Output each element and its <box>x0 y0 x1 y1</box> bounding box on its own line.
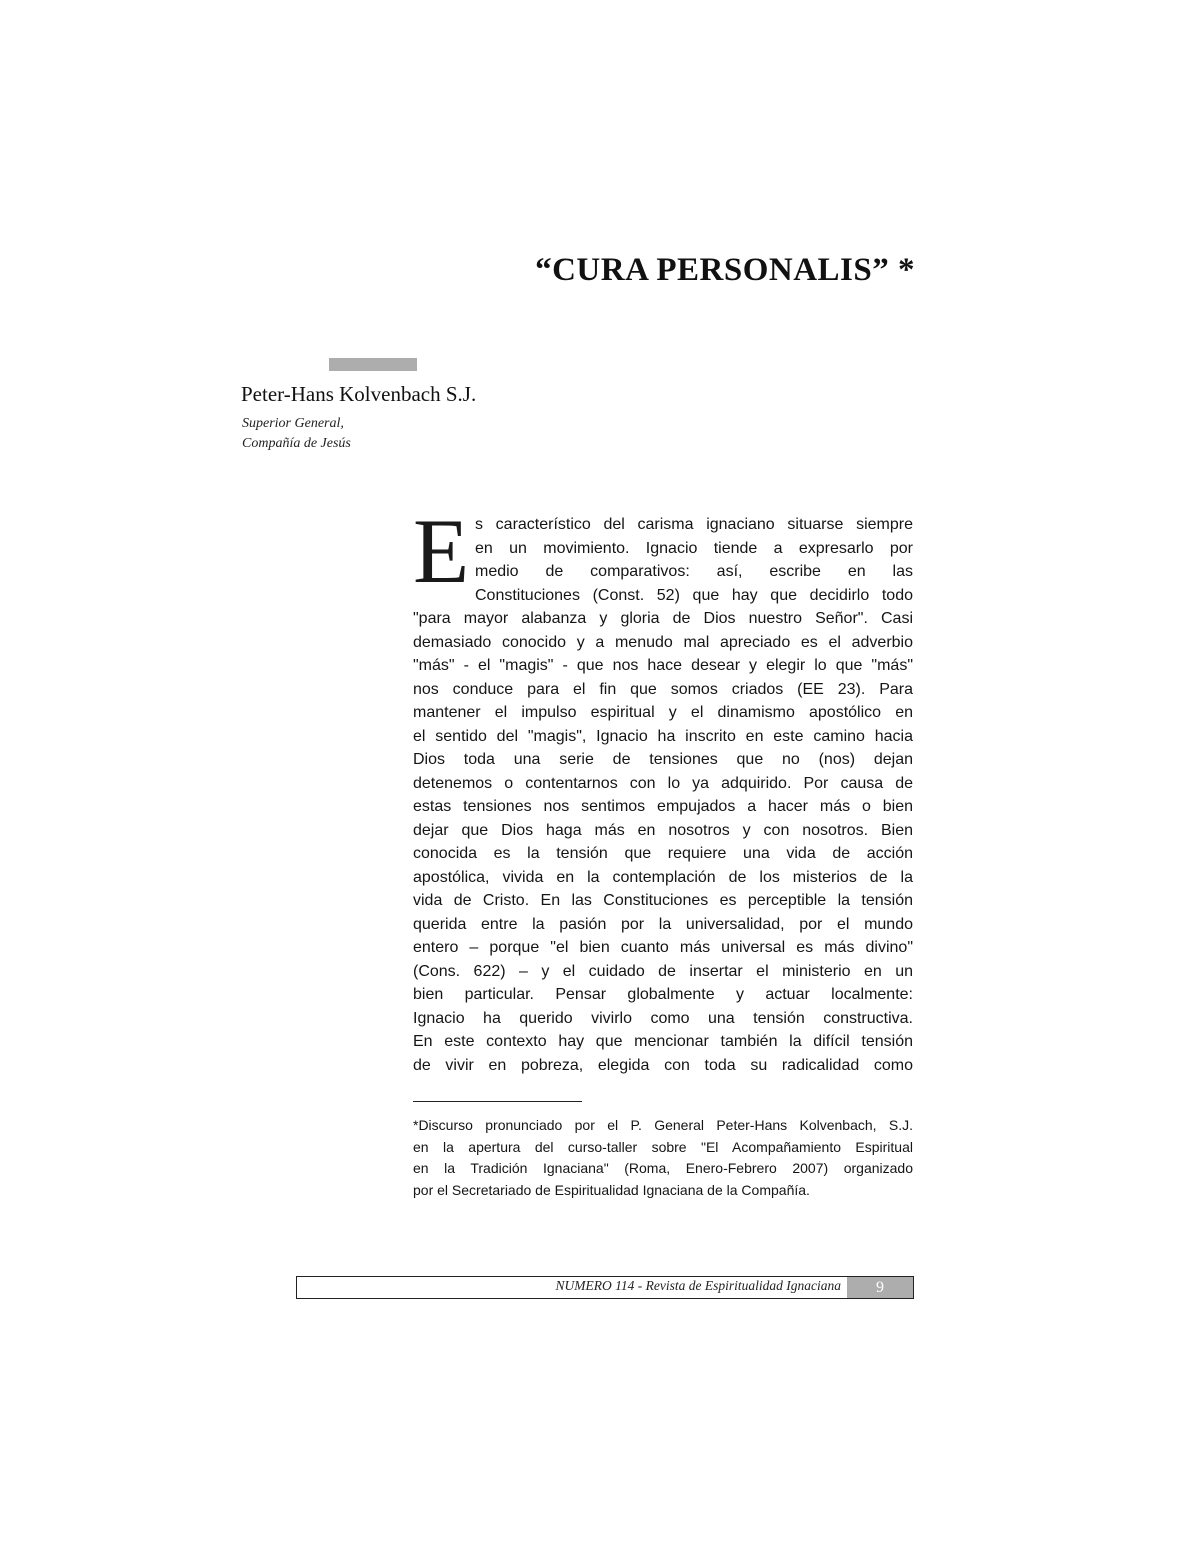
footnote-divider <box>413 1101 582 1102</box>
body-line: dejar que Dios haga más en nosotros y con nosotros. Bien <box>413 822 913 839</box>
body-line: "para mayor alabanza y gloria de Dios nuestro Señor". Casi <box>413 610 913 627</box>
decorative-bar <box>329 358 417 371</box>
body-line: Constituciones (Const. 52) que hay que decidirlo todo <box>475 587 913 604</box>
body-line: nos conduce para el fin que somos criados (EE 23). Para <box>413 681 913 698</box>
author-name: Peter-Hans Kolvenbach S.J. <box>241 382 477 406</box>
page-footer <box>296 1276 914 1299</box>
drop-cap: E <box>413 500 470 602</box>
journal-title: NUMERO 114 - Revista de Espiritualidad Ignaciana <box>555 1278 841 1293</box>
body-line: apostólica, vivida en la contemplación de los misterios de la <box>413 869 913 886</box>
page-number: 9 <box>847 1277 913 1298</box>
body-line: detenemos o contentarnos con lo ya adquirido. Por causa de <box>413 775 913 792</box>
body-line: conocida es la tensión que requiere una vida de acción <box>413 845 913 862</box>
body-line: mantener el impulso espiritual y el dinamismo apostólico en <box>413 704 913 721</box>
footnote-line: por el Secretariado de Espiritualidad Ignaciana de la Compañía. <box>413 1182 810 1198</box>
body-line: s característico del carisma ignaciano situarse siempre <box>475 516 913 533</box>
article-title: “CURA PERSONALIS” * <box>535 252 915 288</box>
body-line: entero – porque "el bien cuanto más universal es más divino" <box>413 939 913 956</box>
footnote-line: en la apertura del curso-taller sobre "El Acompañamiento Espiritual <box>413 1139 913 1155</box>
body-line: el sentido del "magis", Ignacio ha inscrito en este camino hacia <box>413 728 913 745</box>
body-line: "más" - el "magis" - que nos hace desear y elegir lo que "más" <box>413 657 913 674</box>
body-line: Ignacio ha querido vivirlo como una tensión constructiva. <box>413 1010 913 1027</box>
footnote-line: *Discurso pronunciado por el P. General Peter-Hans Kolvenbach, S.J. <box>413 1117 913 1133</box>
body-line: Dios toda una serie de tensiones que no (nos) dejan <box>413 751 913 768</box>
body-line: querida entre la pasión por la universalidad, por el mundo <box>413 916 913 933</box>
author-affiliation-line: Compañía de Jesús <box>242 436 351 451</box>
body-line: de vivir en pobreza, elegida con toda su radicalidad como <box>413 1057 913 1074</box>
body-line: bien particular. Pensar globalmente y actuar localmente: <box>413 986 913 1003</box>
body-line: (Cons. 622) – y el cuidado de insertar el ministerio en un <box>413 963 913 980</box>
body-line: vida de Cristo. En las Constituciones es perceptible la tensión <box>413 892 913 909</box>
body-line: estas tensiones nos sentimos empujados a hacer más o bien <box>413 798 913 815</box>
author-affiliation-line: Superior General, <box>242 416 344 431</box>
body-line: demasiado conocido y a menudo mal apreciado es el adverbio <box>413 634 913 651</box>
body-line: En este contexto hay que mencionar también la difícil tensión <box>413 1033 913 1050</box>
footnote-line: en la Tradición Ignaciana" (Roma, Enero-Febrero 2007) organizado <box>413 1160 913 1176</box>
body-line: en un movimiento. Ignacio tiende a expresarlo por <box>475 540 913 557</box>
body-line: medio de comparativos: así, escribe en las <box>475 563 913 580</box>
